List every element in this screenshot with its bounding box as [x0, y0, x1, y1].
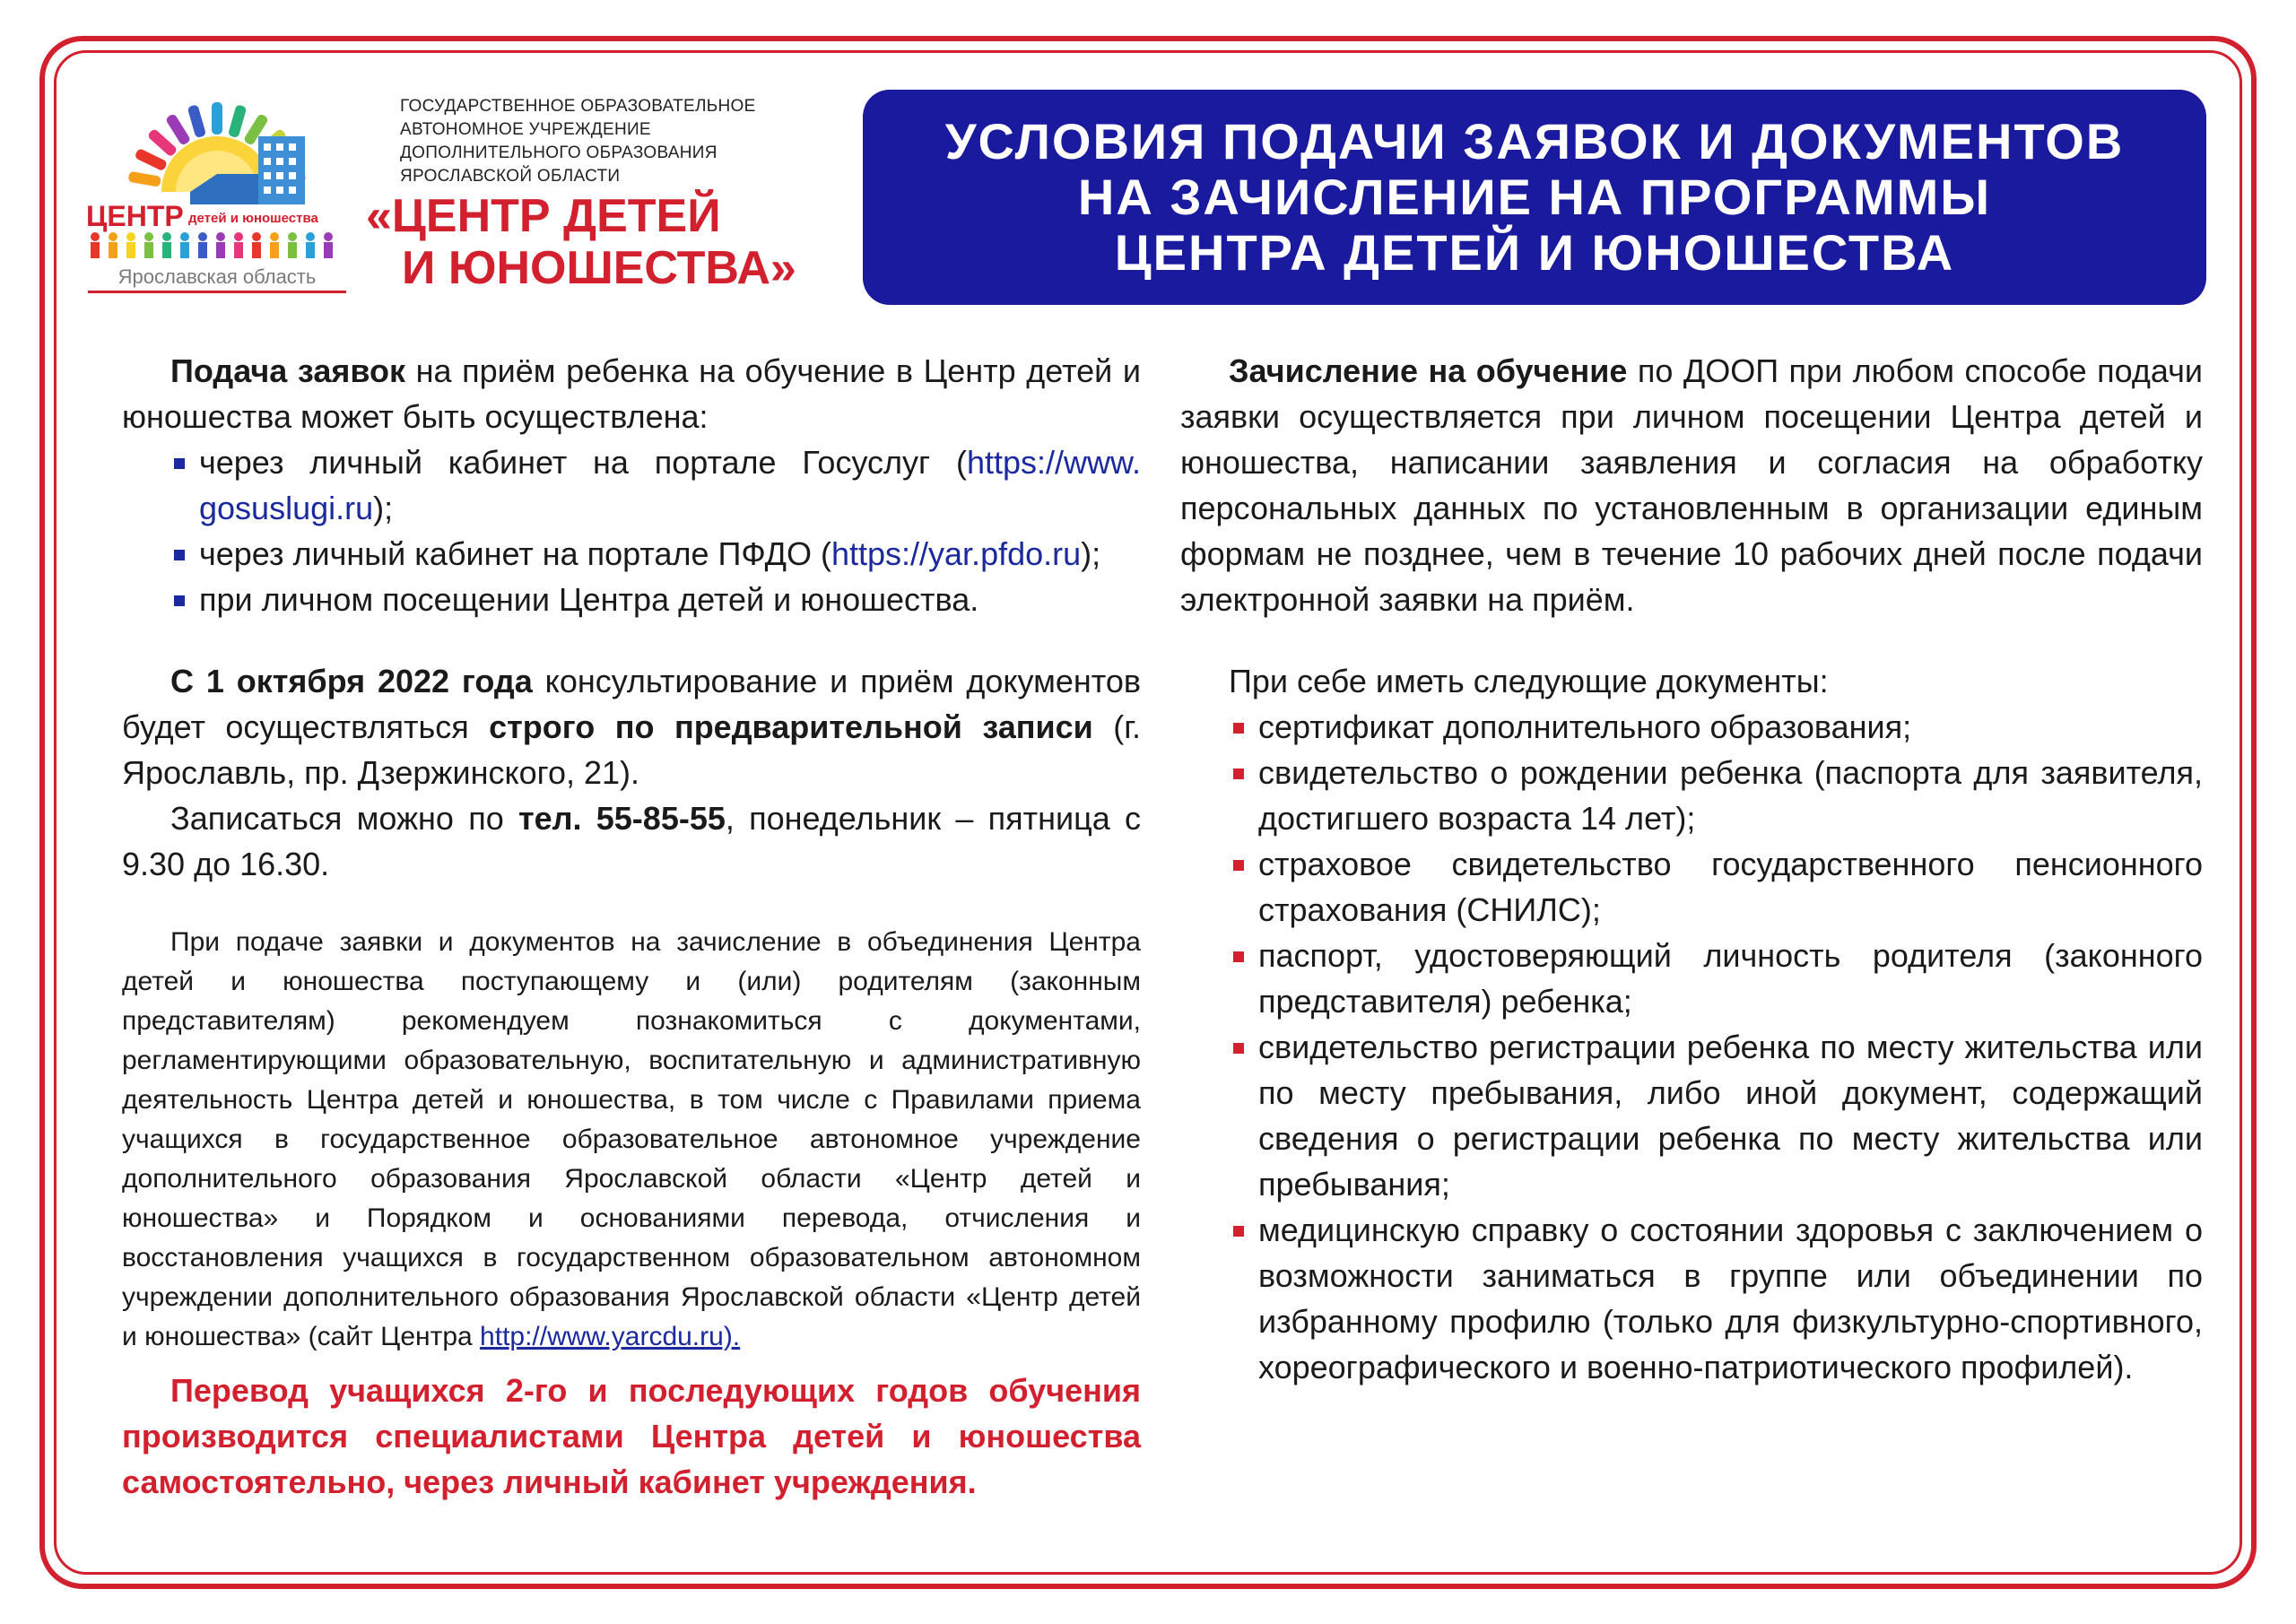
yarcdu-link[interactable]: http://www.yarcdu.ru).: [480, 1322, 741, 1351]
list-item: [122, 577, 1141, 622]
enrollment-info: [1180, 348, 2203, 622]
page-title-line2: НА ЗАЧИСЛЕНИЕ НА ПРОГРАММЫ: [1077, 169, 1992, 225]
application-intro: [122, 348, 1141, 439]
logo-word: ЦЕНТР: [86, 200, 184, 232]
org-line: ДОПОЛНИТЕЛЬНОГО ОБРАЗОВАНИЯ: [400, 143, 718, 162]
list-item: [122, 439, 1141, 531]
logo-region: Ярославская область: [117, 265, 317, 288]
phone-number: тел. 55-85-55: [517, 800, 726, 837]
application-intro-bold: Подача заявок: [170, 352, 406, 389]
recommendation-text: При подаче заявки и документов на зачисление в объединения Центра детей и юношества поступающему и (или) родителям (законным представителям) рекомендуем познакомиться с документами, регламентирующими образовательную, воспитательную и административную деятельность Центра детей и юношества, в том числе с Правилами приема учащихся в государственное образовательное автономное учреждение дополнительного образования Ярославской области «Центр детей и юношества» и Порядком и основаниями перевода, отчисления и восстановления учащихся в государственном образовательном автономном учреждении дополнительного образования Ярославской области «Центр детей и юношества» (сайт Центра: [122, 927, 1141, 1351]
appointment-bold: строго по предварительной записи: [489, 708, 1093, 745]
org-legal-name: [400, 95, 777, 188]
appointment-notice: [122, 658, 1141, 795]
list-item-text: через личный кабинет на портале Госуслуг (: [199, 444, 967, 481]
pfdo-link[interactable]: https://yar.pfdo.ru: [831, 535, 1082, 572]
org-line: ГОСУДАРСТВЕННОЕ ОБРАЗОВАТЕЛЬНОЕ: [400, 97, 756, 116]
transfer-note: Перевод учащихся 2-го и последующих годов обучения производится специалистами Центра детей и юношества самостоятельно, через личный кабинет учреждения.: [122, 1372, 1141, 1500]
required-documents-list: [1180, 704, 2203, 1390]
org-line: АВТОНОМНОЕ УЧРЕЖДЕНИЕ: [400, 120, 651, 139]
address-text: (г. Ярославль, пр. Дзержинского, 21).: [122, 708, 1141, 791]
list-item: сертификат дополнительного образования;: [1180, 704, 2203, 750]
gosuslugi-link[interactable]: https://www. gosuslugi.ru: [199, 444, 1141, 526]
list-item-text: при личном посещении Центра детей и юношества.: [199, 581, 979, 618]
phone-notice: [122, 795, 1141, 887]
list-item: страховое свидетельство государственного пенсионного страхования (СНИЛС);: [1180, 841, 2203, 933]
enrollment-bold: Зачисление на обучение: [1229, 352, 1628, 389]
list-item-text: через личный кабинет на портале ПФДО (: [199, 535, 831, 572]
right-column: [1180, 348, 2203, 1390]
page-title-line1: УСЛОВИЯ ПОДАЧИ ЗАЯВОК И ДОКУМЕНТОВ: [944, 113, 2125, 169]
list-item-end: );: [373, 490, 394, 526]
logo-sub: детей и юношества: [188, 211, 318, 226]
sun-building-children-logo-icon: [83, 91, 352, 298]
application-intro-text: на приём ребенка на обучение в Центр детей и юношества может быть осуществлена:: [122, 352, 1141, 435]
list-item: паспорт, удостоверяющий личность родителя (законного представителя) ребенка;: [1180, 933, 2203, 1024]
center-logo: [83, 91, 352, 298]
org-line: ЯРОСЛАВСКОЙ ОБЛАСТИ: [400, 167, 621, 186]
list-item-end: );: [1081, 535, 1101, 572]
date-bold: С 1 октября 2022 года: [170, 663, 533, 699]
org-name-line2: И ЮНОШЕСТВА»: [402, 242, 796, 294]
phone-text-start: Записаться можно по: [170, 800, 518, 837]
enrollment-text: по ДООП при любом способе подачи заявки осуществляется при личном посещении Центра детей и юношества, написании заявления и согласия на обработку персональных данных по установленным в организации единым формам не позднее, чем в течение 10 рабочих дней после подачи электронной заявки на приём.: [1180, 352, 2204, 618]
list-item: свидетельство о рождении ребенка (паспорта для заявителя, достигшего возраста 14 лет);: [1180, 750, 2203, 841]
documents-recommendation: [122, 923, 1141, 1357]
phone-hours: , понедельник – пятница с 9.30 до 16.30.: [122, 800, 1141, 882]
left-column: [122, 348, 1141, 1505]
org-short-name: [366, 190, 832, 294]
date-text: консультирование и приём документов будет осуществляться: [122, 663, 1141, 745]
page-title-line3: ЦЕНТРА ДЕТЕЙ И ЮНОШЕСТВА: [1114, 224, 1955, 281]
page-title-banner: [863, 90, 2206, 305]
application-methods-list: [122, 439, 1141, 622]
list-item: [122, 531, 1141, 577]
list-item: свидетельство регистрации ребенка по месту жительства или по месту пребывания, либо иной документ, содержащий сведения о регистрации ребенка по месту жительства или пребывания;: [1180, 1024, 2203, 1207]
org-name-line1: «ЦЕНТР ДЕТЕЙ: [366, 190, 721, 242]
documents-heading: При себе иметь следующие документы:: [1229, 663, 1829, 699]
list-item: медицинскую справку о состоянии здоровья с заключением о возможности заниматься в группе или объединении по избранному профилю (только для физкультурно-спортивного, хореографического и военно-патриотического профилей).: [1180, 1207, 2203, 1390]
